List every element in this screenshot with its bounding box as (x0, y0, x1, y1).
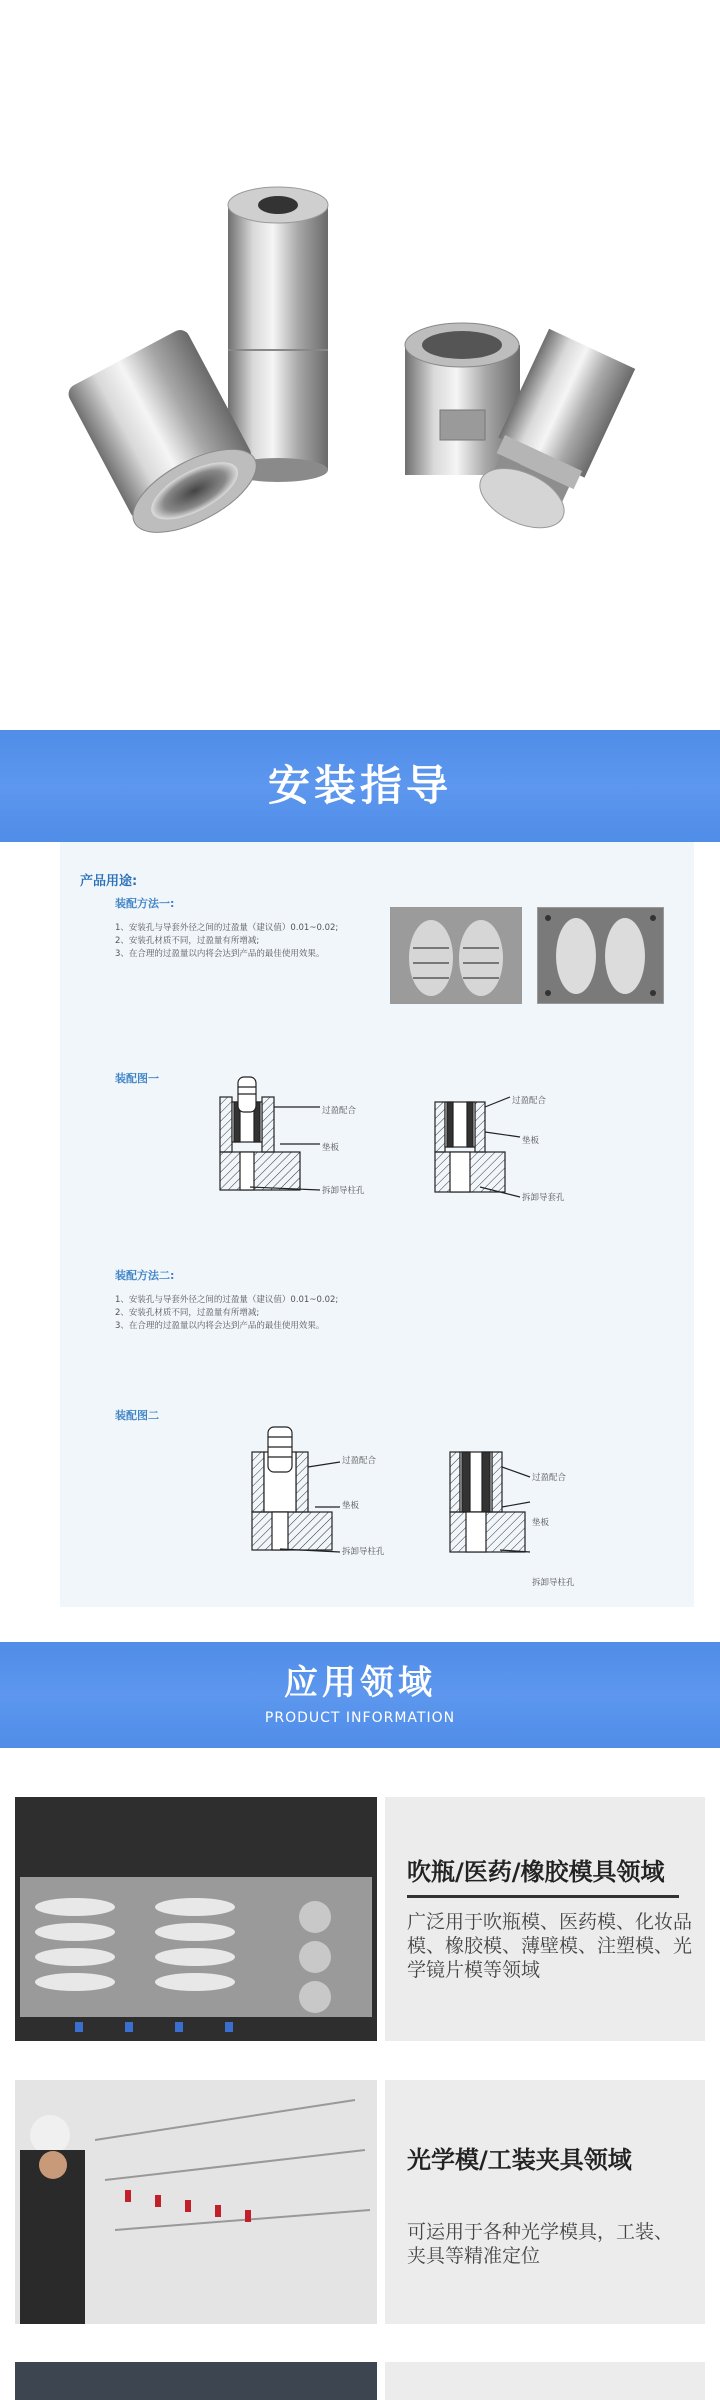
install-guide-banner (0, 730, 720, 842)
mold-photo-right (537, 907, 664, 1004)
label-remove-guide-sleeve-hole: 拆卸导套孔 (522, 1193, 565, 1203)
method2-line: 2、安装孔材质不同，过盈量有所增减; (115, 1308, 260, 1318)
label-pad: 垫板 (342, 1501, 360, 1511)
hero-product-photo (0, 0, 720, 730)
guide-bushing-product-image (0, 0, 720, 730)
label-interference-fit: 过盈配合 (322, 1106, 357, 1116)
method1-line: 3、在合理的过盈量以内将会达到产品的最佳使用效果。 (115, 949, 325, 959)
label-pad: 垫板 (322, 1143, 340, 1153)
fig2-title: 装配图二 (115, 1409, 159, 1422)
method1-line: 1、安装孔与导套外径之间的过盈量（建议值）0.01~0.02; (115, 923, 339, 933)
card-description: 广泛用于吹瓶模、医药模、化妆品模、橡胶模、薄壁模、注塑模、光学镜片模等领域 (407, 1911, 693, 1981)
method2-line: 1、安装孔与导套外径之间的过盈量（建议值）0.01~0.02; (115, 1295, 339, 1305)
card-3-text (385, 2362, 705, 2400)
optical-mold-photo (15, 2080, 377, 2324)
application-subtitle: PRODUCT INFORMATION (264, 1710, 456, 1726)
install-guide-title: 安装指导 (267, 761, 452, 810)
application-title: 应用领域 (284, 1663, 436, 1703)
method2-line: 3、在合理的过盈量以内将会达到产品的最佳使用效果。 (115, 1321, 325, 1331)
label-interference-fit: 过盈配合 (512, 1096, 547, 1106)
label-interference-fit: 过盈配合 (532, 1473, 567, 1483)
card-description: 可运用于各种光学模具，工装、夹具等精准定位 (407, 2221, 674, 2267)
card-3-photo (15, 2362, 377, 2400)
label-pad: 垫板 (532, 1518, 550, 1528)
label-remove-guide-post-hole: 拆卸导柱孔 (322, 1186, 365, 1196)
fig1-title: 装配图一 (115, 1072, 159, 1085)
card-optical-mold (385, 2080, 705, 2324)
blow-mold-photo (15, 1797, 377, 2041)
card-title: 吹瓶/医药/橡胶模具领域 (407, 1858, 665, 1886)
method2-title: 装配方法二: (115, 1269, 175, 1282)
assembly-drawing-2 (240, 1422, 600, 1582)
installation-guide-panel (60, 842, 694, 1607)
application-banner (0, 1642, 720, 1748)
method1-title: 装配方法一: (115, 897, 175, 910)
mold-photo-left (390, 907, 522, 1004)
label-interference-fit: 过盈配合 (342, 1456, 377, 1466)
card-divider (407, 1895, 679, 1898)
card-blow-mold (385, 1797, 705, 2041)
label-pad: 垫板 (522, 1136, 540, 1146)
method1-line: 2、安装孔材质不同，过盈量有所增减; (115, 936, 260, 946)
label-remove-guide-post-hole: 拆卸导柱孔 (532, 1578, 575, 1588)
card-title: 光学模/工装夹具领域 (407, 2146, 632, 2174)
label-remove-guide-post-hole: 拆卸导柱孔 (342, 1547, 385, 1557)
usage-title: 产品用途: (80, 874, 138, 889)
